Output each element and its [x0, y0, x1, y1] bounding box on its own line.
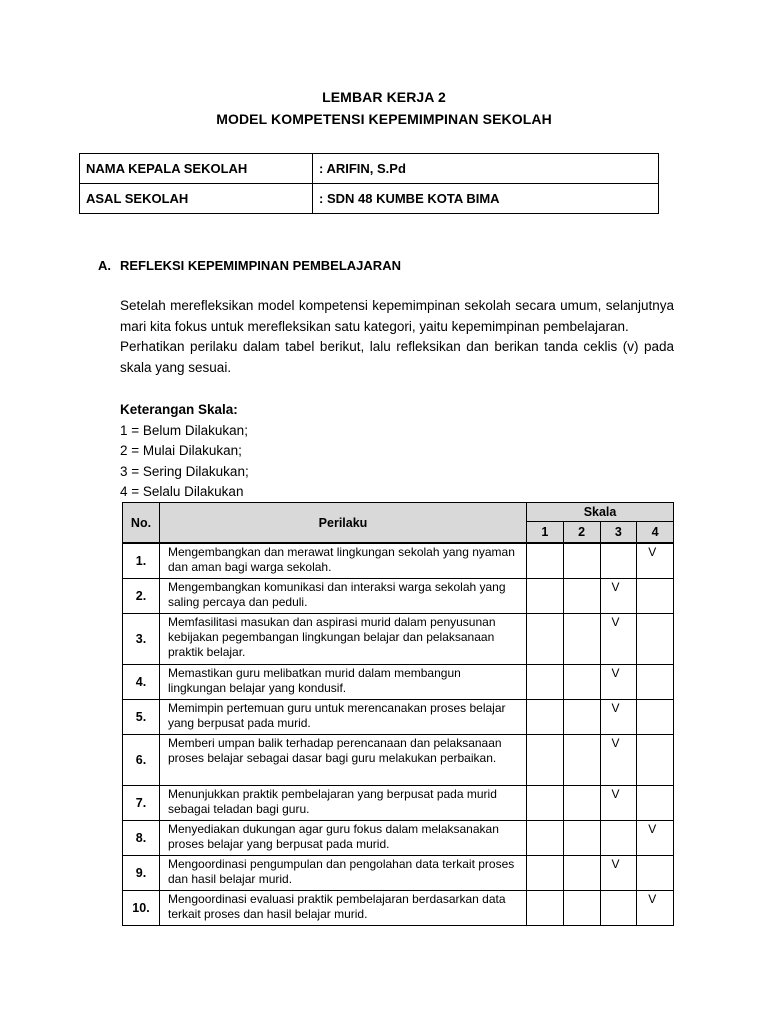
scale-legend-item: 4 = Selalu Dilakukan — [120, 484, 244, 499]
table-row — [123, 855, 674, 890]
intro-text — [120, 296, 674, 378]
document-title: LEMBAR KERJA 2 — [322, 89, 446, 105]
row-behavior: Menunjukkan praktik pembelajaran yang berpusat pada murid sebagai teladan bagi guru. — [160, 785, 527, 820]
scale-cell-2 — [563, 734, 600, 785]
table-row — [123, 734, 674, 785]
row-behavior: Memfasilitasi masukan dan aspirasi murid dalam penyusunan kebijakan pegembangan lingkungan belajar dan pelaksanaan praktik belajar. — [160, 613, 527, 664]
scale-cell-3 — [600, 734, 637, 785]
instruction-paragraph: Perhatikan perilaku dalam tabel berikut, lalu refleksikan dan berikan tanda ceklis (v) pada skala yang sesuai. — [120, 339, 674, 375]
scale-cell-2 — [563, 613, 600, 664]
check-mark: V — [611, 665, 620, 680]
row-number: 5. — [123, 699, 160, 734]
check-mark: V — [648, 545, 657, 559]
scale-legend-item: 2 = Mulai Dilakukan; — [120, 443, 242, 458]
scale-cell-2 — [563, 578, 600, 613]
header-scale-3: 3 — [600, 522, 637, 544]
scale-cell-2 — [563, 820, 600, 855]
scale-cell-2 — [563, 855, 600, 890]
row-behavior: Mengoordinasi evaluasi praktik pembelajaran berdasarkan data terkait proses dan hasil belajar murid. — [160, 890, 527, 925]
scale-cell-3 — [600, 664, 637, 699]
check-mark: V — [611, 786, 620, 801]
intro-paragraph: Setelah merefleksikan model kompetensi kepemimpinan sekolah secara umum, selanjutnya mari kita fokus untuk merefleksikan satu kategori, yaitu kepemimpinan pembelajaran. — [120, 298, 674, 334]
scale-cell-1 — [527, 664, 564, 699]
section-heading-text: REFLEKSI KEPEMIMPINAN PEMBELAJARAN — [120, 258, 401, 273]
scale-cell-4 — [637, 820, 674, 855]
identity-row-name — [80, 154, 659, 184]
scale-cell-1 — [527, 578, 564, 613]
document-subtitle: MODEL KOMPETENSI KEPEMIMPINAN SEKOLAH — [216, 111, 552, 127]
scale-cell-1 — [527, 855, 564, 890]
header-scale-1: 1 — [527, 522, 564, 544]
scale-cell-2 — [563, 543, 600, 578]
row-number: 10. — [123, 890, 160, 925]
scale-cell-3 — [600, 820, 637, 855]
scale-cell-1 — [527, 543, 564, 578]
scale-cell-1 — [527, 734, 564, 785]
identity-label: NAMA KEPALA SEKOLAH — [80, 154, 313, 184]
scale-legend-item: 1 = Belum Dilakukan; — [120, 422, 248, 438]
check-mark: V — [611, 700, 620, 715]
identity-row-school — [80, 184, 659, 214]
scale-cell-3 — [600, 890, 637, 925]
row-number: 3. — [123, 613, 160, 664]
row-behavior: Menyediakan dukungan agar guru fokus dalam melaksanakan proses belajar yang berpusat pada murid. — [160, 820, 527, 855]
scale-legend-heading: Keterangan Skala: — [120, 402, 238, 417]
scale-cell-2 — [563, 785, 600, 820]
check-mark: V — [611, 735, 620, 750]
row-behavior: Memimpin pertemuan guru untuk merencanakan proses belajar yang berpusat pada murid. — [160, 699, 527, 734]
header-scale-2: 2 — [563, 522, 600, 544]
identity-table — [79, 153, 659, 214]
scale-cell-4 — [637, 664, 674, 699]
row-number: 1. — [123, 543, 160, 578]
table-header-row — [123, 503, 674, 522]
scale-cell-4 — [637, 543, 674, 578]
scale-cell-4 — [637, 578, 674, 613]
row-number: 7. — [123, 785, 160, 820]
scale-cell-4 — [637, 785, 674, 820]
section-heading — [98, 258, 401, 273]
scale-cell-1 — [527, 890, 564, 925]
scale-cell-3 — [600, 699, 637, 734]
scale-cell-3 — [600, 543, 637, 578]
identity-value: : SDN 48 KUMBE KOTA BIMA — [313, 184, 659, 214]
row-behavior: Mengoordinasi pengumpulan dan pengolahan data terkait proses dan hasil belajar murid. — [160, 855, 527, 890]
scale-cell-3 — [600, 578, 637, 613]
check-mark: V — [648, 891, 657, 906]
row-number: 8. — [123, 820, 160, 855]
table-row — [123, 578, 674, 613]
row-number: 2. — [123, 578, 160, 613]
table-row — [123, 664, 674, 699]
scale-cell-4 — [637, 734, 674, 785]
identity-label: ASAL SEKOLAH — [80, 184, 313, 214]
check-mark: V — [611, 579, 620, 594]
header-scale-4: 4 — [637, 522, 674, 544]
scale-cell-3 — [600, 785, 637, 820]
row-behavior: Mengembangkan dan merawat lingkungan sekolah yang nyaman dan aman bagi warga sekolah. — [160, 543, 527, 578]
scale-cell-4 — [637, 699, 674, 734]
check-mark: V — [611, 856, 620, 871]
scale-legend-item: 3 = Sering Dilakukan; — [120, 463, 249, 479]
header-perilaku: Perilaku — [160, 503, 527, 544]
scale-cell-1 — [527, 820, 564, 855]
table-row — [123, 820, 674, 855]
scale-cell-4 — [637, 613, 674, 664]
scale-cell-4 — [637, 855, 674, 890]
table-row — [123, 785, 674, 820]
scale-cell-1 — [527, 785, 564, 820]
scale-cell-4 — [637, 890, 674, 925]
section-marker: A. — [98, 258, 111, 273]
table-row — [123, 543, 674, 578]
table-row — [123, 699, 674, 734]
row-number: 9. — [123, 855, 160, 890]
scale-cell-1 — [527, 699, 564, 734]
row-number: 6. — [123, 734, 160, 785]
header-no: No. — [123, 503, 160, 544]
identity-value: : ARIFIN, S.Pd — [313, 154, 659, 184]
header-skala: Skala — [527, 503, 674, 522]
behavior-table — [122, 502, 674, 926]
row-behavior: Mengembangkan komunikasi dan interaksi warga sekolah yang saling percaya dan peduli. — [160, 578, 527, 613]
row-behavior: Memberi umpan balik terhadap perencanaan dan pelaksanaan proses belajar sebagai dasar bagi guru melakukan perbaikan. — [160, 734, 527, 785]
check-mark: V — [648, 821, 657, 836]
scale-cell-3 — [600, 855, 637, 890]
scale-cell-2 — [563, 890, 600, 925]
row-behavior: Memastikan guru melibatkan murid dalam membangun lingkungan belajar yang kondusif. — [160, 664, 527, 699]
table-row — [123, 613, 674, 664]
behavior-table-body — [123, 543, 674, 925]
scale-cell-3 — [600, 613, 637, 664]
scale-cell-2 — [563, 664, 600, 699]
row-number: 4. — [123, 664, 160, 699]
scale-legend — [120, 400, 249, 503]
table-row — [123, 890, 674, 925]
scale-cell-1 — [527, 613, 564, 664]
scale-cell-2 — [563, 699, 600, 734]
check-mark: V — [611, 614, 620, 629]
